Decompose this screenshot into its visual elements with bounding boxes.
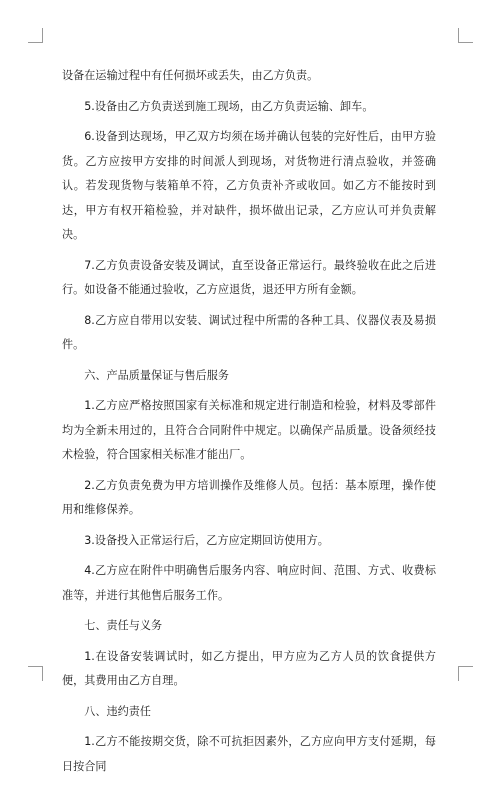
crop-mark-top-right [458, 28, 473, 43]
paragraph-clause-6: 6.设备到达现场，甲乙双方均须在场并确认包装的完好性后，由甲方验货。乙方应按甲方安排的时间派人到现场，对货物进行清点验收，并签确认。若发现货物与装箱单不符，乙方负责补齐或收回。如乙方不能按时到达，甲方有权开箱检验，并对缺件，损坏做出记录，乙方应认可并负责解决。 [62, 130, 436, 241]
paragraph-clause-7: 7.乙方负责设备安装及调试，直至设备正常运行。最终验收在此之后进行。如设备不能通过验收，乙方应退货，退还甲方所有金额。 [62, 258, 436, 296]
crop-mark-bottom-right [458, 666, 473, 681]
crop-mark-bottom-left [28, 666, 43, 681]
paragraph-clause-8: 8.乙方应自带用以安装、调试过程中所需的各种工具、仪器仪表及易损件。 [62, 313, 436, 351]
paragraph-clause-5: 5.设备由乙方负责送到施工现场，由乙方负责运输、卸车。 [84, 99, 374, 113]
paragraph-responsibility-1: 1.在设备安装调试时，如乙方提出，甲方应为乙方人员的饮食提供方便，其费用由乙方自理。 [62, 649, 436, 687]
paragraph-continued: 设备在运输过程中有任何损坏或丢失，由乙方负责。 [62, 69, 319, 82]
paragraph-quality-2: 2.乙方负责免费为甲方培训操作及维修人员。包括：基本原理，操作使用和维修保养。 [62, 478, 436, 516]
section-heading-responsibility: 七、责任与义务 [84, 619, 163, 632]
paragraph-quality-4: 4.乙方应在附件中明确售后服务内容、响应时间、范围、方式、收费标准等，并进行其他售后服务工作。 [62, 564, 436, 602]
document-body [62, 64, 436, 785]
paragraph-breach-1: 1.乙方不能按期交货，除不可抗拒因素外，乙方应向甲方支付延期，每日按合同 [62, 735, 436, 773]
crop-mark-top-left [28, 28, 43, 43]
section-heading-breach: 八、违约责任 [84, 704, 152, 718]
paragraph-quality-3: 3.设备投入正常运行后，乙方应定期回访使用方。 [84, 533, 329, 547]
paragraph-quality-1: 1.乙方应严格按照国家有关标准和规定进行制造和检验，材料及零部件均为全新未用过的，且符合合同附件中规定。以确保产品质量。设备须经技术检验，符合国家相关标准才能出厂。 [62, 399, 436, 461]
section-heading-quality: 六、产品质量保证与售后服务 [84, 368, 230, 382]
